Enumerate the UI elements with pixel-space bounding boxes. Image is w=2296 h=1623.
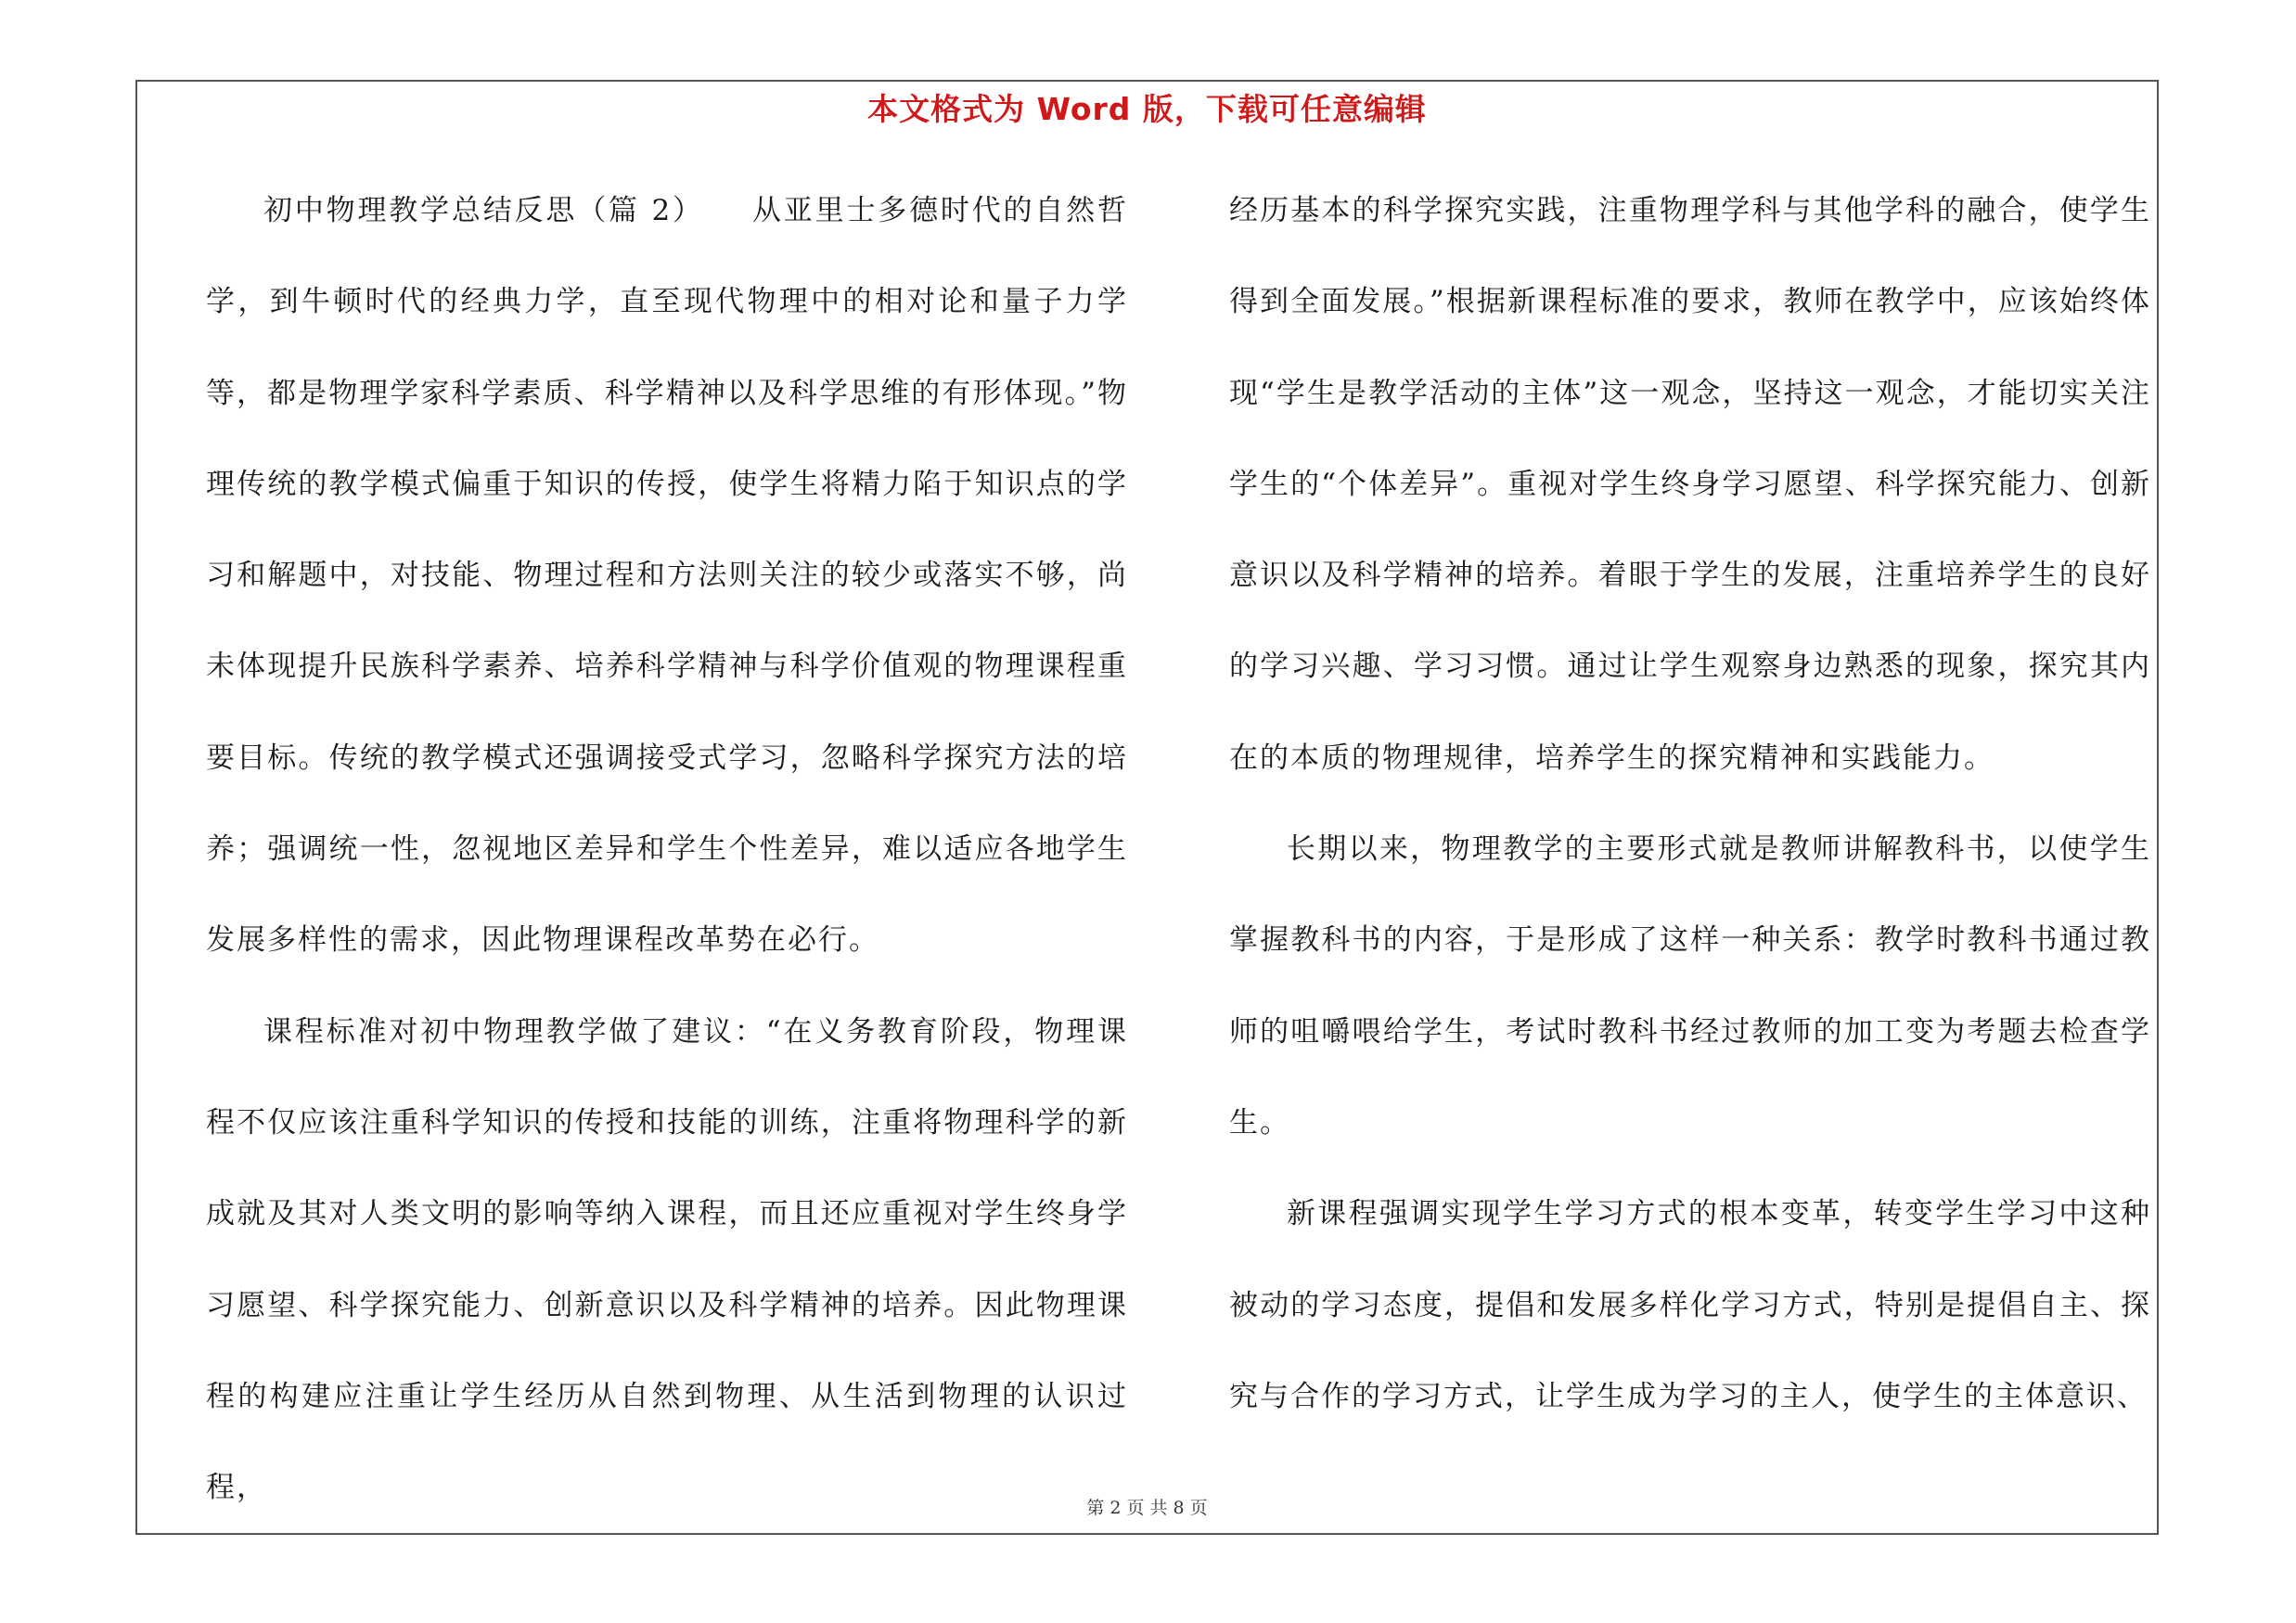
paragraph: 课程标准对初中物理教学做了建议：“在义务教育阶段，物理课程不仅应该注重科学知识的传授和技能的训练，注重将物理科学的新成就及其对人类文明的影响等纳入课程，而且还应重视对学生终身学习愿望、科学探究能力、创新意识以及科学精神的培养。因此物理课程的构建应注重让学生经历从自然到物理、从生活到物理的认识过程，	[206, 1014, 1128, 1505]
left-text-column	[206, 165, 1128, 1533]
paragraph: 初中物理教学总结反思（篇 2） 从亚里士多德时代的自然哲学，到牛顿时代的经典力学，直至现代物理中的相对论和量子力学等，都是物理学家科学素质、科学精神以及科学思维的有形体现。”物理传统的教学模式偏重于知识的传授，使学生将精力陷于知识点的学习和解题中，对技能、物理过程和方法则关注的较少或落实不够，尚未体现提升民族科学素养、培养科学精神与科学价值观的物理课程重要目标。传统的教学模式还强调接受式学习，忽略科学探究方法的培养；强调统一性，忽视地区差异和学生个性差异，难以适应各地学生发展多样性的需求，因此物理课程改革势在必行。	[206, 194, 1128, 958]
page-number: 第 2 页 共 8 页	[1086, 1498, 1208, 1518]
right-text-column	[1229, 165, 2151, 1442]
paragraph: 新课程强调实现学生学习方式的根本变革，转变学生学习中这种被动的学习态度，提倡和发展多样化学习方式，特别是提倡自主、探究与合作的学习方式，让学生成为学习的主人，使学生的主体意识、	[1229, 1197, 2151, 1413]
paragraph-continued: 经历基本的科学探究实践，注重物理学科与其他学科的融合，使学生得到全面发展。”根据新课程标准的要求，教师在教学中，应该始终体现“学生是教学活动的主体”这一观念，坚持这一观念，才能切实关注学生的“个体差异”。重视对学生终身学习愿望、科学探究能力、创新意识以及科学精神的培养。着眼于学生的发展，注重培养学生的良好的学习兴趣、学习习惯。通过让学生观察身边熟悉的现象，探究其内在的本质的物理规律，培养学生的探究精神和实践能力。	[1229, 194, 2151, 775]
format-notice-banner	[135, 85, 2159, 129]
page-number-footer	[135, 1494, 2159, 1519]
format-notice-text: 本文格式为 Word 版，下载可任意编辑	[867, 91, 1427, 127]
paragraph: 长期以来，物理教学的主要形式就是教师讲解教科书，以使学生掌握教科书的内容，于是形成了这样一种关系：教学时教科书通过教师的咀嚼喂给学生，考试时教科书经过教师的加工变为考题去检查学生。	[1229, 832, 2151, 1140]
